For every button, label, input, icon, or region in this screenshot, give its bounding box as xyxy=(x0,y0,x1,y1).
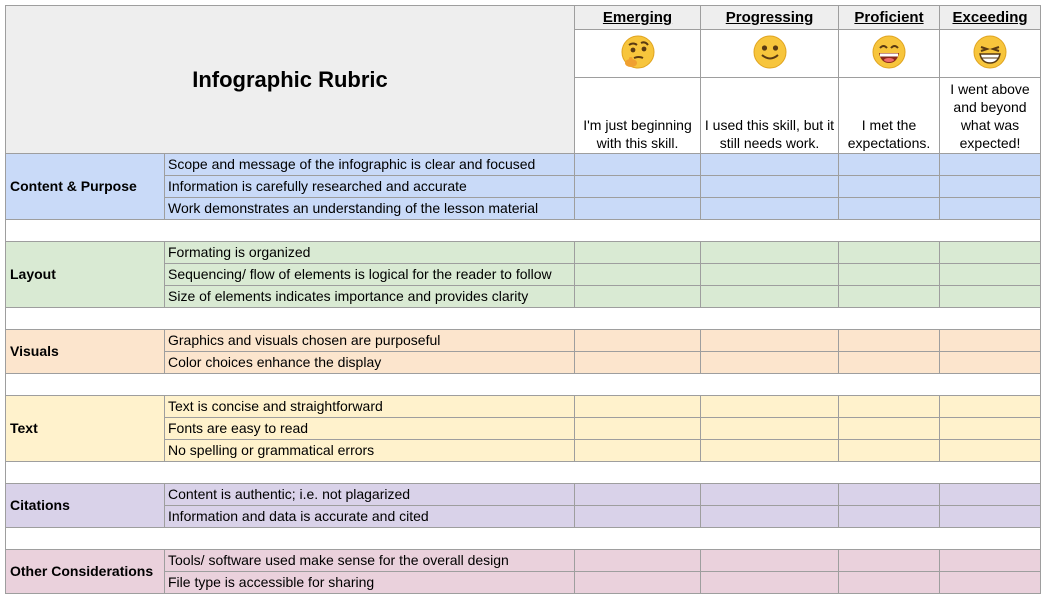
score-cell[interactable] xyxy=(839,198,940,220)
category-layout[interactable]: Layout xyxy=(6,242,165,308)
score-cell[interactable] xyxy=(575,176,701,198)
score-cell[interactable] xyxy=(575,484,701,506)
score-cell[interactable] xyxy=(839,264,940,286)
score-cell[interactable] xyxy=(839,286,940,308)
score-cell[interactable] xyxy=(701,396,839,418)
criterion-cell[interactable]: Sequencing/ flow of elements is logical for the reader to follow xyxy=(165,264,575,286)
score-cell[interactable] xyxy=(839,154,940,176)
score-cell[interactable] xyxy=(575,198,701,220)
description-progressing[interactable]: I used this skill, but it still needs work. xyxy=(701,78,839,154)
score-cell[interactable] xyxy=(701,264,839,286)
rubric-grid xyxy=(5,5,1041,594)
score-cell[interactable] xyxy=(940,330,1041,352)
score-cell[interactable] xyxy=(701,352,839,374)
score-cell[interactable] xyxy=(701,176,839,198)
criterion-cell[interactable]: Graphics and visuals chosen are purposeful xyxy=(165,330,575,352)
rubric-table xyxy=(5,5,1041,594)
criterion-cell[interactable]: Scope and message of the infographic is clear and focused xyxy=(165,154,575,176)
score-cell[interactable] xyxy=(839,242,940,264)
score-cell[interactable] xyxy=(575,396,701,418)
criterion-cell[interactable]: Information and data is accurate and cited xyxy=(165,506,575,528)
criterion-cell[interactable]: Color choices enhance the display xyxy=(165,352,575,374)
score-cell[interactable] xyxy=(575,506,701,528)
beaming-face-icon[interactable] xyxy=(940,30,1041,78)
score-cell[interactable] xyxy=(701,484,839,506)
score-cell[interactable] xyxy=(940,484,1041,506)
spacer-row xyxy=(6,308,1041,330)
thinking-face-icon[interactable] xyxy=(575,30,701,78)
criterion-cell[interactable]: File type is accessible for sharing xyxy=(165,572,575,594)
description-proficient[interactable]: I met the expectations. xyxy=(839,78,940,154)
score-cell[interactable] xyxy=(575,264,701,286)
description-emerging[interactable]: I'm just beginning with this skill. xyxy=(575,78,701,154)
score-cell[interactable] xyxy=(701,440,839,462)
category-content-purpose[interactable]: Content & Purpose xyxy=(6,154,165,220)
score-cell[interactable] xyxy=(940,198,1041,220)
score-cell[interactable] xyxy=(839,396,940,418)
score-cell[interactable] xyxy=(701,572,839,594)
score-cell[interactable] xyxy=(940,418,1041,440)
score-cell[interactable] xyxy=(575,330,701,352)
score-cell[interactable] xyxy=(701,330,839,352)
score-cell[interactable] xyxy=(701,418,839,440)
category-citations[interactable]: Citations xyxy=(6,484,165,528)
criterion-cell[interactable]: Formating is organized xyxy=(165,242,575,264)
score-cell[interactable] xyxy=(839,176,940,198)
score-cell[interactable] xyxy=(575,550,701,572)
criterion-cell[interactable]: Text is concise and straightforward xyxy=(165,396,575,418)
spacer-row xyxy=(6,528,1041,550)
level-emerging[interactable]: Emerging xyxy=(575,6,701,30)
score-cell[interactable] xyxy=(575,154,701,176)
score-cell[interactable] xyxy=(839,484,940,506)
rubric-title[interactable]: Infographic Rubric xyxy=(6,6,575,154)
score-cell[interactable] xyxy=(940,352,1041,374)
category-text[interactable]: Text xyxy=(6,396,165,462)
score-cell[interactable] xyxy=(701,550,839,572)
criterion-cell[interactable]: Size of elements indicates importance and provides clarity xyxy=(165,286,575,308)
score-cell[interactable] xyxy=(701,242,839,264)
category-visuals[interactable]: Visuals xyxy=(6,330,165,374)
score-cell[interactable] xyxy=(701,506,839,528)
criterion-cell[interactable]: Tools/ software used make sense for the overall design xyxy=(165,550,575,572)
score-cell[interactable] xyxy=(839,330,940,352)
criterion-cell[interactable]: Fonts are easy to read xyxy=(165,418,575,440)
score-cell[interactable] xyxy=(839,572,940,594)
score-cell[interactable] xyxy=(940,264,1041,286)
score-cell[interactable] xyxy=(575,440,701,462)
smiling-face-icon[interactable] xyxy=(701,30,839,78)
score-cell[interactable] xyxy=(701,286,839,308)
criterion-cell[interactable]: No spelling or grammatical errors xyxy=(165,440,575,462)
level-proficient[interactable]: Proficient xyxy=(839,6,940,30)
score-cell[interactable] xyxy=(940,550,1041,572)
score-cell[interactable] xyxy=(940,440,1041,462)
score-cell[interactable] xyxy=(940,286,1041,308)
score-cell[interactable] xyxy=(575,572,701,594)
spacer-row xyxy=(6,462,1041,484)
score-cell[interactable] xyxy=(940,154,1041,176)
score-cell[interactable] xyxy=(839,506,940,528)
description-exceeding[interactable]: I went above and beyond what was expected! xyxy=(940,78,1041,154)
score-cell[interactable] xyxy=(940,396,1041,418)
score-cell[interactable] xyxy=(839,418,940,440)
criterion-cell[interactable]: Information is carefully researched and accurate xyxy=(165,176,575,198)
level-progressing[interactable]: Progressing xyxy=(701,6,839,30)
criterion-cell[interactable]: Work demonstrates an understanding of the lesson material xyxy=(165,198,575,220)
spacer-row xyxy=(6,220,1041,242)
score-cell[interactable] xyxy=(839,550,940,572)
score-cell[interactable] xyxy=(575,352,701,374)
score-cell[interactable] xyxy=(575,286,701,308)
score-cell[interactable] xyxy=(701,154,839,176)
level-exceeding[interactable]: Exceeding xyxy=(940,6,1041,30)
score-cell[interactable] xyxy=(575,418,701,440)
score-cell[interactable] xyxy=(940,176,1041,198)
score-cell[interactable] xyxy=(839,352,940,374)
score-cell[interactable] xyxy=(701,198,839,220)
criterion-cell[interactable]: Content is authentic; i.e. not plagarized xyxy=(165,484,575,506)
category-other-considerations[interactable]: Other Considerations xyxy=(6,550,165,594)
score-cell[interactable] xyxy=(575,242,701,264)
grinning-face-icon[interactable] xyxy=(839,30,940,78)
score-cell[interactable] xyxy=(839,440,940,462)
score-cell[interactable] xyxy=(940,506,1041,528)
score-cell[interactable] xyxy=(940,572,1041,594)
spacer-row xyxy=(6,374,1041,396)
score-cell[interactable] xyxy=(940,242,1041,264)
